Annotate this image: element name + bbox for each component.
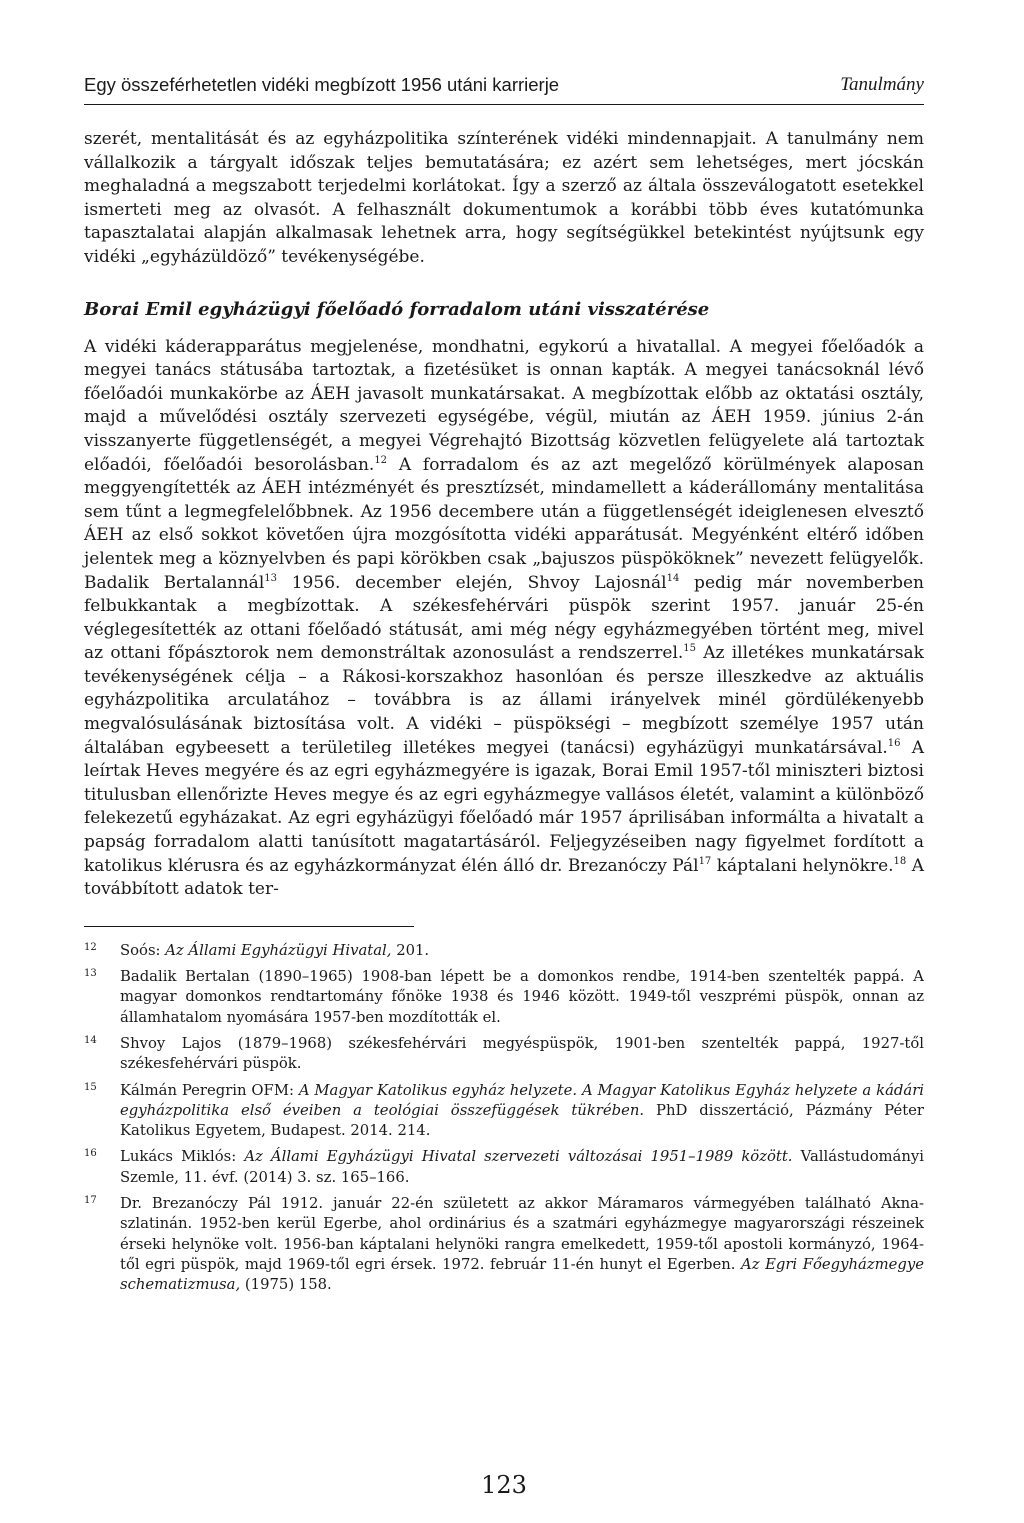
footnote-text: Dr. Brezanóczy Pál 1912. január 22-én született az akkor Máramaros vármegyében található Aknaszlatinán. 1952-ben kerül Egerbe, ahol ordinárius és a szatmári egyházmegye magyarországi részeinek érseki helynöke volt. 1956-ban káptalani helynöki rangra emelkedett, 1959-től apostoli kormányzó, 1964-től egri püspök, majd 1969-től egri érsek. 1972. február 11-én hunyt el Egerben. — [120, 1195, 924, 1273]
footnote-ref-17[interactable]: 17 — [698, 855, 712, 867]
page-number: 123 — [481, 1471, 527, 1499]
footnote-item — [84, 1034, 924, 1075]
footnote-ref-15[interactable]: 15 — [683, 643, 697, 655]
footnote-text-tail: PhD disszertáció, Pázmány Péter Katolikus Egyetem, Budapest. 2014. 214. — [120, 1101, 924, 1140]
footnote-item — [84, 941, 924, 961]
footnote-number: 14 — [84, 1035, 97, 1046]
footnote-item — [84, 1147, 924, 1188]
footnote-title: A Magyar Katolikus egyház helyzete. A Magyar Katolikus Egyház helyzete a kádári egyházpolitika első éveiben a teológiai összefüggések tükrében. — [120, 1081, 924, 1119]
footnote-text: Badalik Bertalan (1890–1965) 1908-ban lépett be a domonkos rendbe, 1914-ben szentelték pappá. A magyar domonkos rendtartomány főnöke 1938 és 1946 között. 1949-től veszprémi püspök, onnan az államhatalom nyomására 1957-ben mozdították el. — [120, 968, 924, 1026]
footnote-text-tail: 201. — [391, 941, 430, 959]
running-header — [84, 70, 924, 105]
main-paragraph-part: Az illetékes munkatársak tevékenységének célja – a Rákosi-korszakhoz hasonlóan és persze illeszkedve az aktuális egyházpolitika arculatához – továbbra is az állami irányelvek minél gördülékenyebb megvalósulásának biztosítása volt. A vidéki – püspökségi – megbízott személye 1957 után általában egybeesett a területileg illetékes megyei (tanácsi) egyházügyi munkatársával. — [84, 643, 924, 758]
body-text — [84, 128, 924, 902]
footnote-ref-13[interactable]: 13 — [264, 572, 277, 584]
footnote-title: Az Egri Főegyházmegye schematizmusa, — [120, 1255, 924, 1294]
footnote-item — [84, 1194, 924, 1295]
intro-paragraph: szerét, mentalitását és az egyházpolitika színterének vidéki mindennapjait. A tanulmány nem vállalkozik a tárgyalt időszak teljes bemutatására; ez azért sem lehetséges, mert jócskán meghaladná a megszabott terjedelmi korlátokat. Így a szerző az általa összeválogatott esetekkel ismerteti meg az olvasót. A felhasznált dokumentumok a korábbi több éves kutatómunka tapasztalatai alapján alkalmasak lehetnek arra, hogy segítségükkel betekintést nyújtsunk egy vidéki „egyházüldöző” tevékenységébe. — [84, 129, 924, 267]
footnote-item — [84, 967, 924, 1028]
main-paragraph — [84, 336, 924, 902]
main-paragraph-part: A továbbított adatok ter- — [84, 855, 924, 900]
main-paragraph-part: A vidéki káderapparátus megjelenése, mondhatni, egykorú a hivatallal. A megyei főelőadók a megyei tanács státusába tartoztak, a fizetésüket is onnan kapták. A megyei tanácsoknál lévő főelőadói munkakörbe az ÁEH javasolt munkatársakat. A megbízottak előbb az oktatási osztály, majd a művelődési osztály szervezeti egységébe, végül, miután az ÁEH 1959. június 2-án visszanyerte függetlenségét, a megyei Végrehajtó Bizottság közvetlen felügyelete alá tartoztak előadói, főelőadói besorolásban. — [84, 336, 924, 475]
footnote-title: Az Állami Egyházügyi Hivatal szervezeti változásai 1951–1989 között. — [244, 1148, 793, 1166]
footnotes-list — [84, 941, 924, 1296]
footnote-text: Lukács Miklós: — [120, 1148, 245, 1166]
footnote-title: Az Állami Egyházügyi Hivatal, — [165, 941, 392, 959]
footnote-number: 15 — [84, 1081, 97, 1093]
footnote-number: 13 — [84, 968, 97, 980]
section-title: Borai Emil egyházügyi főelőadó forradalom utáni visszatérése — [84, 298, 710, 320]
footnote-text-tail: Vallástudományi Szemle, 11. évf. (2014) 3. sz. 165–166. — [120, 1148, 924, 1186]
footnote-text: Kálmán Peregrin OFM: — [120, 1081, 299, 1099]
footnote-number: 12 — [84, 941, 97, 953]
main-paragraph-part: pedig már novemberben felbukkantak a megbízottak. A székesfehérvári püspök szerint 1957. január 25-én véglegesítették az ottani főelőadó státusát, ami még négy egyházmegyében történt meg, mivel az ottani főpásztorok nem demonstráltak azonosulást a rendszerrel. — [84, 572, 925, 664]
main-paragraph-part: A forradalom és az azt megelőző körülmények alaposan meggyengítették az ÁEH intézményét és presztízsét, mindamellett a káderállomány mentalitása sem tűnt a legmegfelelőbbnek. Az 1956 decembere után a függetlenségét ideiglenesen elvesztő ÁEH az első sokkot követően újra mozgósította vidéki apparátusát. Megyénként eltérő időben jelentek meg a köznyelvben és papi körökben csak „bajuszos püspököknek” nevezett felügyelők. Badalik Bertalannál — [84, 454, 925, 593]
main-paragraph-part: A leírtak Heves megyére és az egri egyházmegyére is igazak, Borai Emil 1957-től miniszteri biztosi titulusban ellenőrizte Heves megye és az egri egyházmegye vallásos életét, valamint a különböző felekezetű egyházakat. Az egri egyházügyi főelőadó már 1957 áprilisában informálta a hivatalt a papság forradalom alatti tanúsított magatartásáról. Feljegyzéseiben nagy figyelmet fordított a katolikus klérusra és az egyházkormányzat élén álló dr. Brezanóczy Pál — [84, 737, 924, 876]
running-header-title: Egy összeférhetetlen vidéki megbízott 1956 utáni karrierje — [84, 74, 560, 95]
main-paragraph-part: káptalani helynökre. — [711, 855, 894, 876]
footnote-ref-18[interactable]: 18 — [893, 855, 907, 867]
footnote-ref-16[interactable]: 16 — [887, 737, 901, 749]
footnote-number: 16 — [84, 1148, 97, 1160]
footnote-ref-12[interactable]: 12 — [374, 454, 388, 466]
main-paragraph-part: 1956. december elején, Shvoy Lajosnál — [277, 572, 667, 593]
footnote-text: Shvoy Lajos (1879–1968) székesfehérvári megyéspüspök, 1901-ben szentelték pappá, 1927-től székesfehérvári püspök. — [120, 1035, 924, 1073]
footnote-ref-14[interactable]: 14 — [666, 572, 680, 584]
running-header-section: Tanulmány — [840, 74, 924, 95]
footnote-number: 17 — [84, 1195, 97, 1207]
footnote-text: Soós: — [120, 941, 166, 959]
footnote-item — [84, 1081, 924, 1142]
footnote-divider — [84, 926, 414, 927]
footnote-text-tail: (1975) 158. — [240, 1276, 332, 1294]
document-page — [84, 70, 924, 1500]
